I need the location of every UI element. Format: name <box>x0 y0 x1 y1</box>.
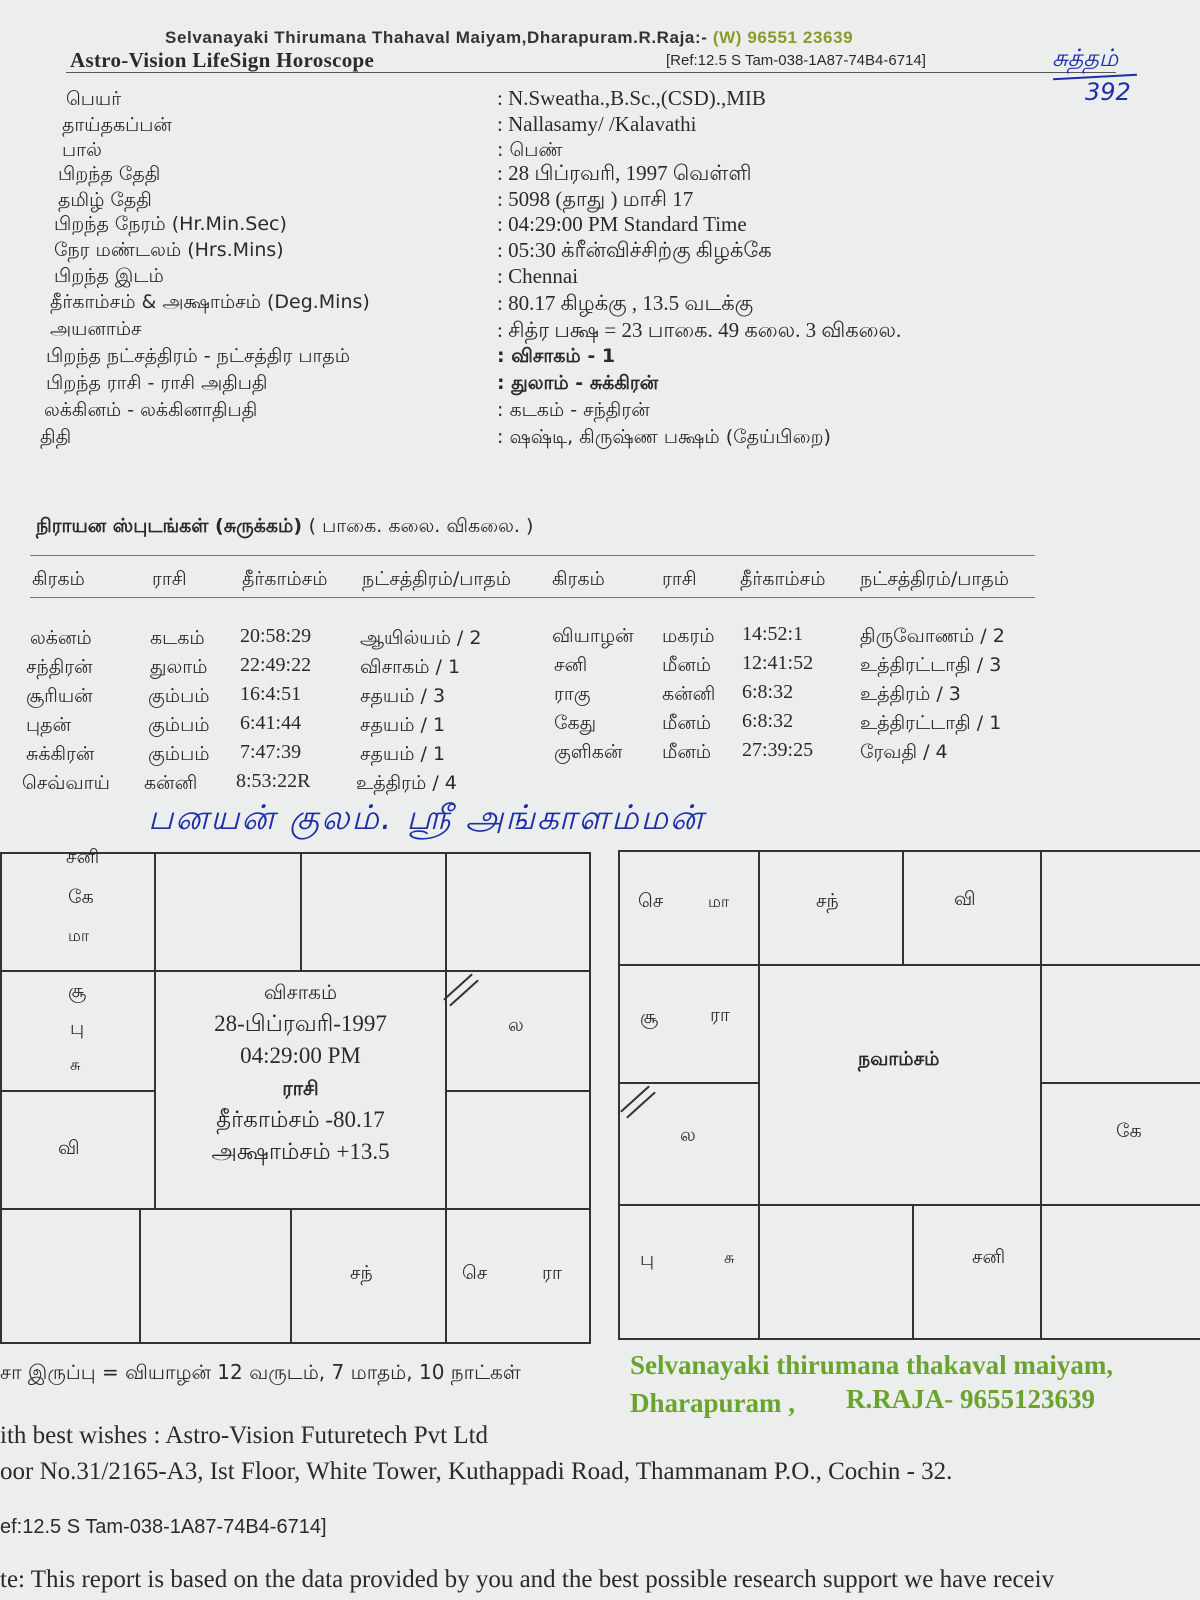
footer-agency-line1: Selvanayaki thirumana thakaval maiyam, <box>630 1350 1114 1380</box>
house-planet: மா <box>708 892 730 911</box>
house-planet: சந் <box>350 1262 373 1284</box>
house-planet: சனி <box>66 846 100 868</box>
house-planet: ல <box>680 1124 696 1146</box>
detail-value: : பெண் <box>497 139 563 161</box>
grid-line <box>912 1204 914 1338</box>
cell-rasi: கும்பம் <box>148 714 210 736</box>
grid-line <box>758 852 760 1338</box>
cell-longitude: 12:41:52 <box>742 652 814 674</box>
detail-value: : கடகம் - சந்திரன் <box>497 399 650 421</box>
cell-longitude: 7:47:39 <box>240 741 302 763</box>
footer-ref: ef:12.5 S Tam-038-1A87-74B4-6714] <box>0 1516 327 1538</box>
house-planet: சு <box>724 1248 735 1267</box>
house-planet: பு <box>70 1017 85 1039</box>
cell-star: திருவோணம் / 2 <box>860 625 1005 647</box>
col-header: கிரகம் <box>552 568 605 590</box>
detail-label: பிறந்த நேரம் (Hr.Min.Sec) <box>54 213 287 235</box>
cell-star: ஆயில்யம் / 2 <box>360 627 482 649</box>
table-header-rule <box>30 597 1035 598</box>
detail-label: பிறந்த இடம் <box>54 265 164 287</box>
cell-planet: லக்னம் <box>30 627 92 649</box>
grid-line <box>139 1208 141 1342</box>
report-title: Astro-Vision LifeSign Horoscope <box>70 48 375 72</box>
detail-label: திதி <box>40 426 72 448</box>
rasi-chart-center <box>156 976 445 1168</box>
handwritten-number: 392 <box>1085 78 1131 106</box>
cell-longitude: 27:39:25 <box>742 739 814 761</box>
detail-label: நேர மண்டலம் (Hrs.Mins) <box>54 239 284 261</box>
house-planet: வி <box>58 1137 80 1159</box>
detail-value: : Chennai <box>497 264 579 288</box>
detail-label: பால் <box>62 139 102 161</box>
footer-agency-city: Dharapuram , <box>630 1388 796 1418</box>
house-planet: செ <box>638 890 664 912</box>
cell-planet: சூரியன் <box>26 685 93 707</box>
lagna-mark <box>626 1092 656 1119</box>
cell-rasi: கடகம் <box>150 627 205 649</box>
cell-planet: செவ்வாய் <box>22 772 110 794</box>
grid-line <box>2 970 589 972</box>
house-planet: ரா <box>542 1262 562 1284</box>
planets-title-main: நிராயன ஸ்புடங்கள் (சுருக்கம்) <box>36 515 302 537</box>
center-time: 04:29:00 PM <box>240 1043 361 1068</box>
navamsa-center-label: நவாம்சம் <box>858 1048 940 1070</box>
grid-line <box>620 1082 758 1084</box>
grid-line <box>2 1090 154 1092</box>
detail-label: பிறந்த தேதி <box>58 163 161 185</box>
col-header: ராசி <box>662 568 697 590</box>
detail-label: பெயர் <box>66 88 122 110</box>
lagna-mark <box>449 980 479 1007</box>
table-top-rule <box>30 555 1035 556</box>
detail-label: லக்கினம் - லக்கினாதிபதி <box>44 399 258 421</box>
cell-rasi: கன்னி <box>144 772 198 794</box>
center-star: விசாகம் <box>263 980 338 1004</box>
cell-longitude: 16:4:51 <box>240 683 302 705</box>
cell-planet: சனி <box>554 654 588 676</box>
detail-value: : 05:30 க்ரீன்விச்சிற்கு கிழக்கே <box>497 238 772 262</box>
col-header: தீர்காம்சம் <box>740 568 826 590</box>
grid-line <box>620 1204 1200 1206</box>
footer-address: oor No.31/2165-A3, Ist Floor, White Tower, Kuthappadi Road, Thammanam P.O., Cochin - 32. <box>0 1458 953 1485</box>
cell-longitude: 6:41:44 <box>240 712 302 734</box>
detail-label: தமிழ் தேதி <box>58 189 152 211</box>
footer-note: te: This report is based on the data provided by you and the best possible research support we have receiv <box>0 1566 1055 1593</box>
handwritten-note: சுத்தம் <box>1052 44 1119 72</box>
house-planet: சூ <box>68 980 87 1002</box>
grid-line <box>290 1208 292 1342</box>
cell-rasi: மீனம் <box>662 712 712 734</box>
footer-wishes: ith best wishes : Astro-Vision Futuretech Pvt Ltd <box>0 1422 489 1449</box>
cell-planet: சுக்கிரன் <box>26 743 95 765</box>
col-header: ராசி <box>152 568 187 590</box>
grid-line <box>1040 1082 1200 1084</box>
grid-line <box>445 972 447 1342</box>
house-planet: சனி <box>972 1246 1006 1268</box>
cell-rasi: கும்பம் <box>148 685 210 707</box>
grid-line <box>300 854 302 972</box>
cell-planet: வியாழன் <box>552 625 634 647</box>
house-planet: செ <box>462 1262 488 1284</box>
detail-value: : N.Sweatha.,B.Sc.,(CSD).,MIB <box>497 86 766 110</box>
cell-planet: குளிகன் <box>554 741 623 763</box>
detail-value: : 80.17 கிழக்கு , 13.5 வடக்கு <box>497 291 754 315</box>
cell-star: உத்திரம் / 3 <box>860 683 961 705</box>
center-date: 28-பிப்ரவரி-1997 <box>214 1011 387 1036</box>
detail-label: பிறந்த நட்சத்திரம் - நட்சத்திர பாதம் <box>46 345 351 367</box>
detail-value: : 5098 (தாது ) மாசி 17 <box>497 187 694 211</box>
rasi-chart <box>0 846 591 1344</box>
house-planet: கே <box>1116 1120 1142 1142</box>
grid-line <box>620 964 1200 966</box>
navamsa-chart <box>618 850 1200 1340</box>
footer-agency-phone: R.RAJA- 9655123639 <box>846 1384 1095 1414</box>
cell-star: உத்திரம் / 4 <box>356 772 457 794</box>
dasa-balance: சா இருப்பு = வியாழன் 12 வருடம், 7 மாதம், 10 நாட்கள் <box>0 1360 521 1384</box>
grid-line <box>2 1208 589 1210</box>
detail-label: அயனாம்ச <box>50 318 142 340</box>
cell-longitude: 8:53:22R <box>236 770 311 792</box>
detail-label: தீர்காம்சம் & அக்ஷாம்சம் (Deg.Mins) <box>50 291 370 313</box>
cell-longitude: 14:52:1 <box>742 623 804 645</box>
header-agency-name: Selvanayaki Thirumana Thahaval Maiyam,Dharapuram.R.Raja:- <box>165 28 708 47</box>
cell-longitude: 22:49:22 <box>240 654 312 676</box>
col-header: நட்சத்திரம்/பாதம் <box>362 568 512 590</box>
house-planet: சு <box>70 1055 81 1074</box>
cell-planet: புதன் <box>26 714 71 736</box>
center-longitude: தீர்காம்சம் -80.17 <box>216 1107 385 1132</box>
detail-value: : சித்ர பக்ஷ = 23 பாகை. 49 கலை. 3 விகலை. <box>497 318 902 342</box>
col-header: நட்சத்திரம்/பாதம் <box>860 568 1010 590</box>
center-latitude: அக்ஷாம்சம் +13.5 <box>211 1139 390 1164</box>
cell-star: சதயம் / 1 <box>360 743 446 765</box>
detail-value: : ஷஷ்டி, கிருஷ்ண பக்ஷம் (தேய்பிறை) <box>497 426 831 448</box>
cell-star: உத்திரட்டாதி / 3 <box>860 654 1002 676</box>
cell-longitude: 6:8:32 <box>742 710 794 732</box>
cell-star: விசாகம் / 1 <box>360 656 461 678</box>
cell-star: ரேவதி / 4 <box>860 741 948 763</box>
grid-line <box>445 1090 589 1092</box>
col-header: கிரகம் <box>32 568 85 590</box>
house-planet: கே <box>68 886 94 908</box>
house-planet: சூ <box>640 1006 659 1028</box>
detail-value: : துலாம் - சுக்கிரன் <box>497 372 659 394</box>
cell-longitude: 20:58:29 <box>240 625 312 647</box>
detail-value: : 04:29:00 PM Standard Time <box>497 212 747 236</box>
house-planet: பு <box>640 1248 655 1270</box>
cell-planet: ராகு <box>554 683 591 705</box>
handwritten-family-line: பனயன் குலம். ஸ்ரீ அங்காளம்மன் <box>148 798 705 838</box>
col-header: தீர்காம்சம் <box>242 568 328 590</box>
cell-rasi: கும்பம் <box>148 743 210 765</box>
grid-line <box>902 852 904 966</box>
cell-rasi: மகரம் <box>662 625 715 647</box>
house-planet: வி <box>954 888 976 910</box>
planets-title-sub: ( பாகை. கலை. விகலை. ) <box>308 515 534 537</box>
detail-label: பிறந்த ராசி - ராசி அதிபதி <box>46 372 268 394</box>
header-phone: (W) 96551 23639 <box>712 28 854 47</box>
detail-value: : Nallasamy/ /Kalavathi <box>497 112 697 136</box>
detail-label: தாய்தகப்பன் <box>62 114 172 136</box>
cell-rasi: மீனம் <box>662 741 712 763</box>
cell-rasi: கன்னி <box>662 683 716 705</box>
cell-planet: கேது <box>554 712 597 734</box>
detail-value: : விசாகம் - 1 <box>497 345 616 367</box>
cell-star: சதயம் / 3 <box>360 685 446 707</box>
house-planet: ல <box>508 1014 524 1036</box>
cell-rasi: மீனம் <box>662 654 712 676</box>
header-divider <box>66 72 1116 73</box>
house-planet: ரா <box>710 1004 730 1026</box>
cell-longitude: 6:8:32 <box>742 681 794 703</box>
cell-star: சதயம் / 1 <box>360 714 446 736</box>
cell-planet: சந்திரன் <box>26 656 93 678</box>
planets-section-title <box>36 515 533 540</box>
cell-rasi: துலாம் <box>150 656 208 678</box>
header-agency-line <box>165 28 853 48</box>
cell-star: உத்திரட்டாதி / 1 <box>860 712 1002 734</box>
house-planet: சந் <box>816 890 839 912</box>
detail-value: : 28 பிப்ரவரி, 1997 வெள்ளி <box>497 161 752 185</box>
header-ref: [Ref:12.5 S Tam-038-1A87-74B4-6714] <box>666 52 926 69</box>
grid-line <box>1040 852 1042 1338</box>
center-label: ராசி <box>282 1076 319 1100</box>
house-planet: மா <box>68 926 90 945</box>
